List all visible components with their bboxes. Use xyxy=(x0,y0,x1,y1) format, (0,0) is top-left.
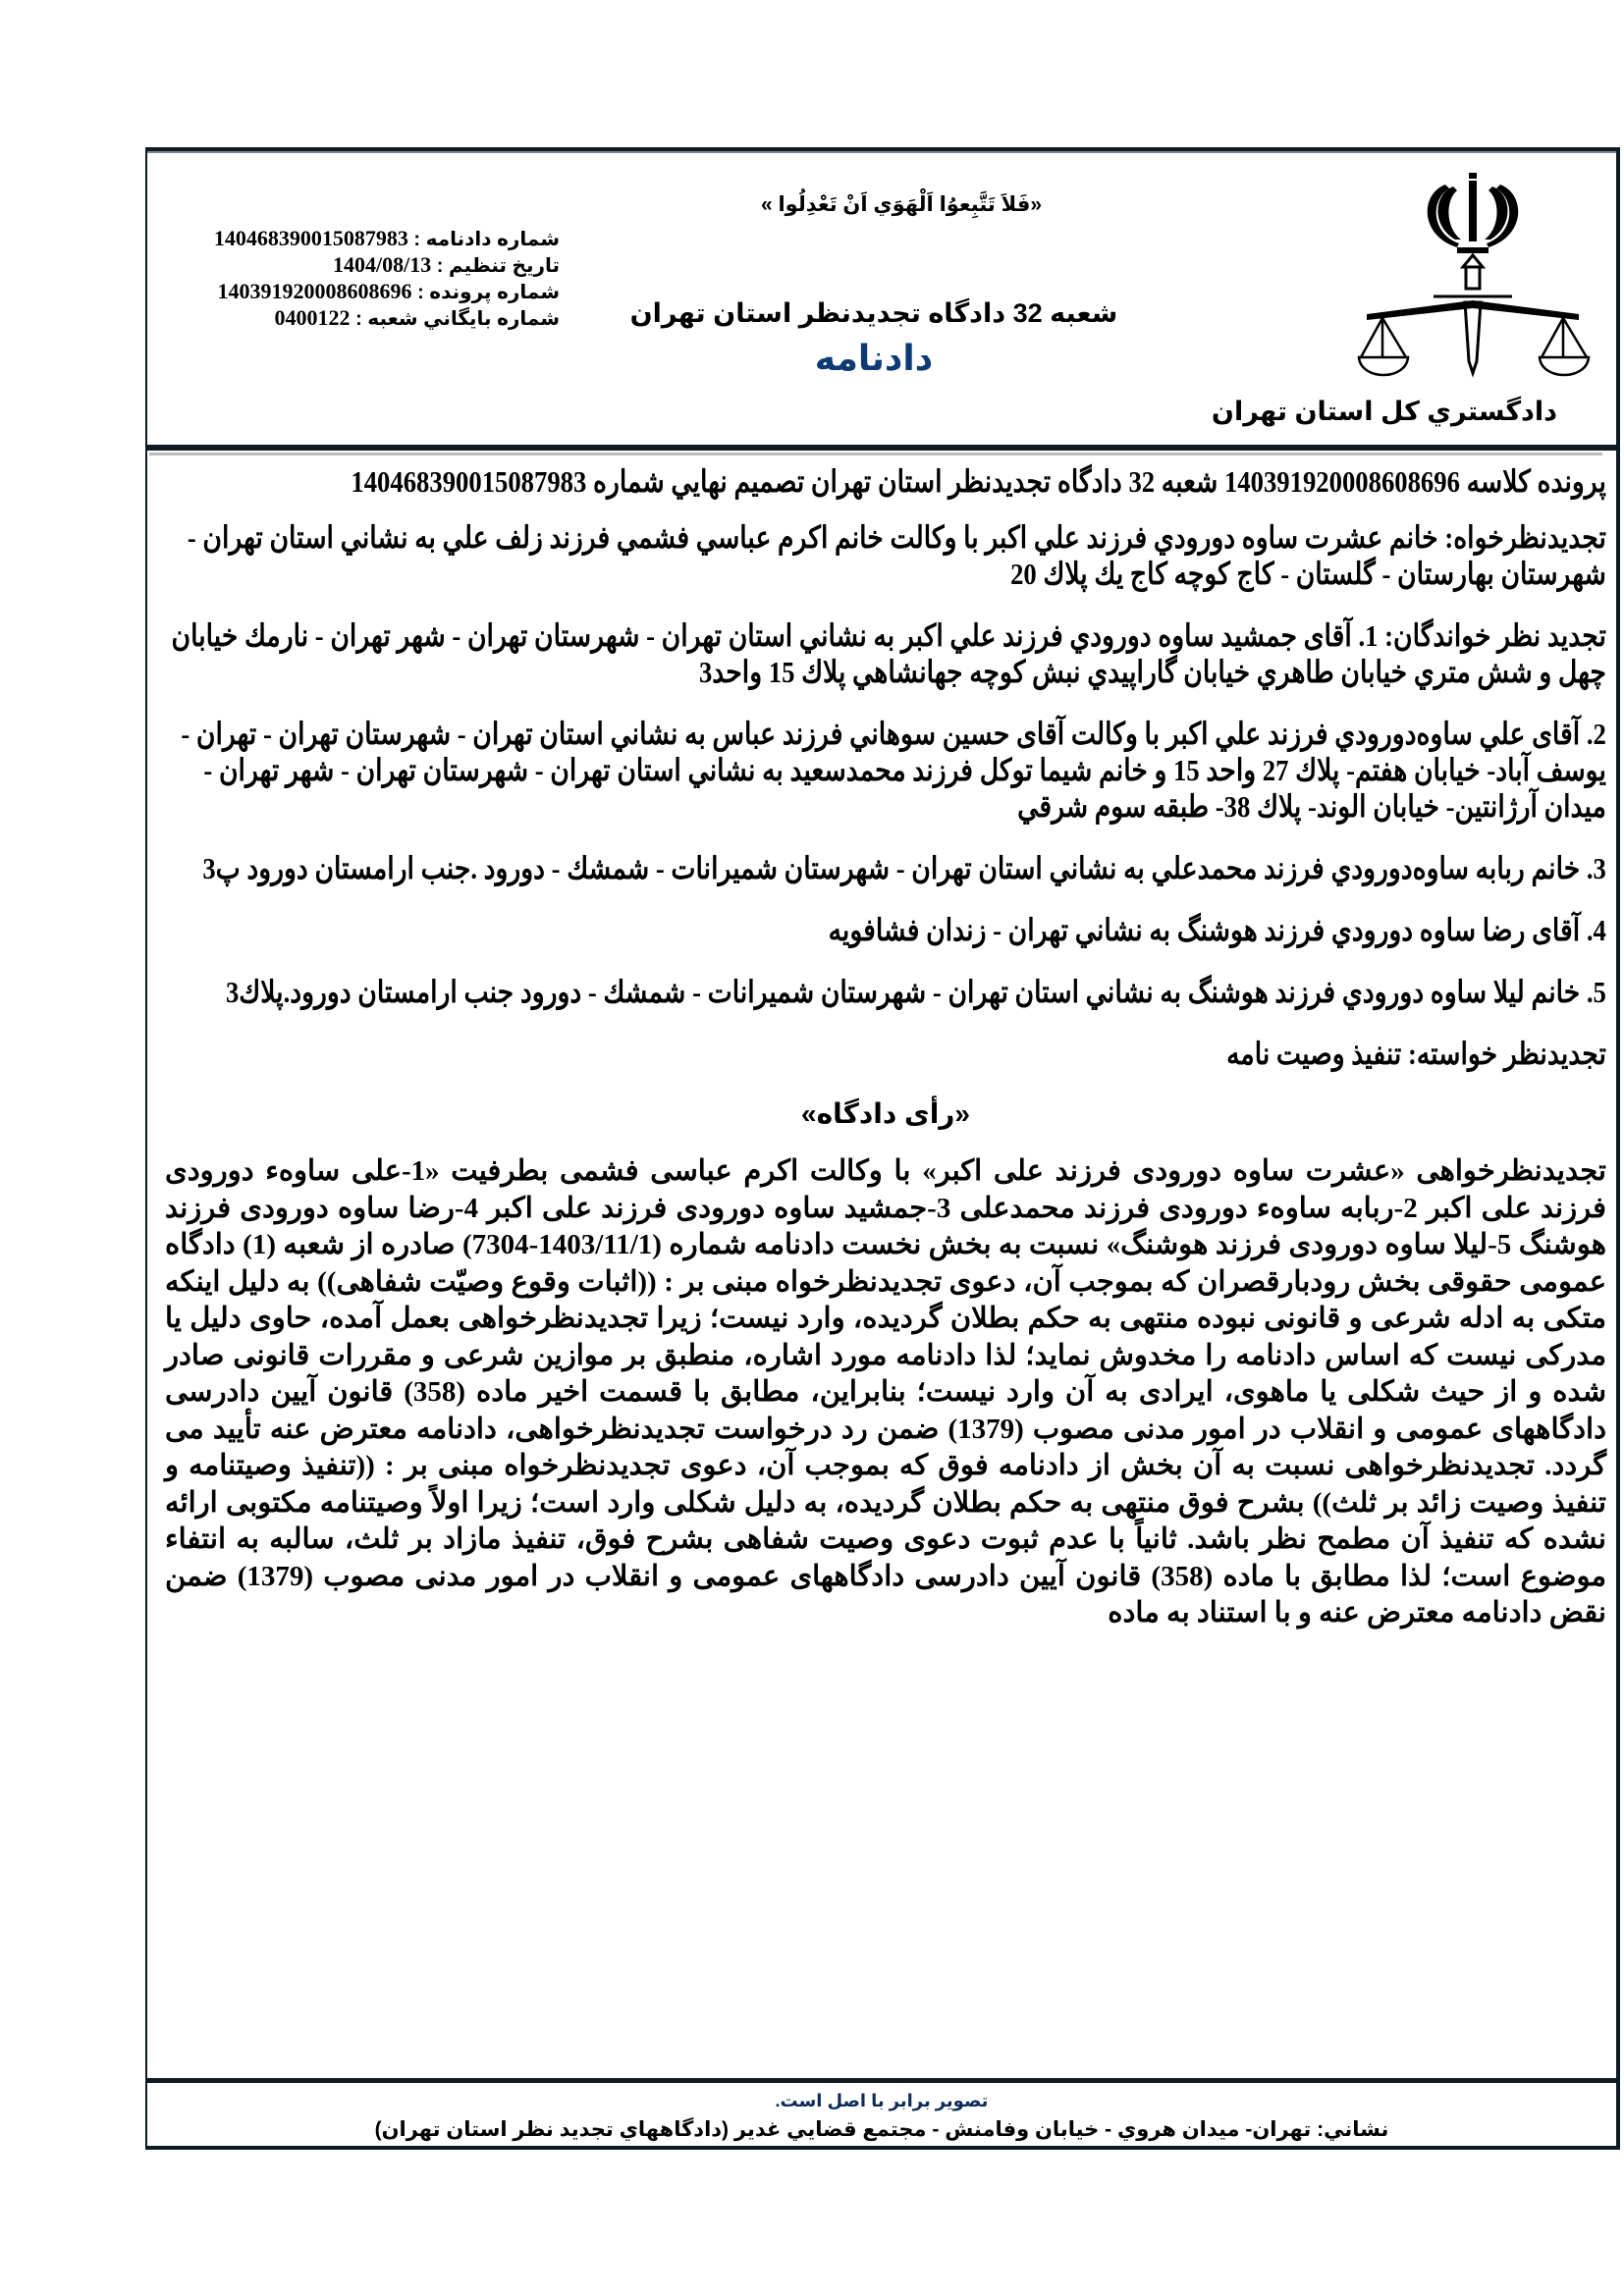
document-footer xyxy=(147,2085,1616,2142)
meta-label: شماره پرونده : xyxy=(417,282,560,303)
court-branch-title: شعبه 32 دادگاه تجديدنظر استان تهران xyxy=(629,298,1118,328)
meta-value: 140468390015087983 xyxy=(213,226,408,250)
ruling-heading: «رأی دادگاه» xyxy=(801,1098,970,1129)
case-reference: پرونده كلاسه 140391920008608696 شعبه 32 دادگاه تجديدنظر استان تهران تصميم نهايي شماره 140468390015087983 xyxy=(351,464,1606,499)
footer-divider xyxy=(147,2078,1616,2083)
meta-label: تاريخ تنظيم : xyxy=(436,255,560,277)
quran-verse: «فَلاَ تَتَّبِعوُا اَلْهَوَي اَنْ تَعْدِلُوا » xyxy=(760,193,1043,216)
meta-value: 1404/08/13 xyxy=(332,252,432,277)
ruling-text: تجدیدنظرخواهی «عشرت ساوه دورودی فرزند علی اکبر» با وکالت اکرم عباسی فشمی بطرفیت «1-علی ساوهء دورودی فرزند علی اکبر 2-ربابه ساوهء دورودی فرزند محمدعلی 3-جمشید ساوه دورودی فرزند علی اکبر 4-رضا ساوه دورودی فرزند هوشنگ 5-لیلا ساوه دورودی فرزند هوشنگ» نسبت به بخش نخست دادنامه شماره (1403/11/1-7304) صادره از شعبه (1) دادگاه عمومی حقوقی بخش رودبارقصران که بموجب آن، دعوی تجدیدنظرخواه مبنی بر : ((اثبات وقوع وصیّت شفاهی)) به دلیل اینکه متکی به ادله شرعی و قانونی نبوده منتهی به حکم بطلان گردیده، وارد نیست؛ زیرا تجدیدنظرخواهی بعمل آمده، حاوی دلیل یا مدرکی نیست که اساس دادنامه را مخدوش نماید؛ لذا دادنامه مورد اشاره، منطبق بر موازین شرعی و مقررات قانونی صادر شده و از حیث شکلی یا ماهوی، ایرادی به آن وارد نیست؛ بنابراین، مطابق با قسمت اخیر ماده (358) قانون آیین دادرسی دادگاههای عمومی و انقلاب در امور مدنی مصوب (1379) ضمن رد درخواست تجدیدنظرخواهی، دادنامه معترض عنه تأیید می گردد. تجدیدنظرخواهی نسبت به آن بخش از دادنامه فوق که بموجب آن، دعوی تجدیدنظرخواه مبنی بر : ((تنفیذ وصیتنامه و تنفیذ وصیت زائد بر ثلث)) بشرح فوق منتهی به حکم بطلان گردیده، به دلیل شکلی وارد است؛ زیرا اولاً وصیتنامه مکتوبی ارائه نشده که تنفیذ آن مطمح نظر باشد. ثانیاً با عدم ثبوت دعوی وصیت شفاهی بشرح فوق، تنفیذ مازاد بر ثلث، سالبه به انتفاء موضوع است؛ لذا مطابق با ماده (358) قانون آیین دادرسی دادگاههای عمومی و انقلاب در امور مدنی مصوب (1379) ضمن نقض دادنامه معترض عنه و با استناد به ماده xyxy=(165,1155,1607,1629)
court-address: نشاني: تهران- ميدان هروي - خيابان وفامنش - مجتمع قضايي غدير (دادگاههاي تجديد نظر استان تهران) xyxy=(374,2118,1389,2141)
meta-archive-number xyxy=(147,305,560,332)
organization-name: دادگستري كل استان تهران xyxy=(1211,397,1557,426)
meta-verdict-number xyxy=(147,226,560,252)
document-header xyxy=(147,151,1616,446)
meta-label: شماره دادنامه : xyxy=(413,229,560,250)
respondent-item: تجدید نظر خواندگان: 1. آقای جمشيد ساوه دورودي فرزند علي اكبر به نشاني استان تهران - شهرستان تهران - شهر تهران - نارمك خيابان چهل و شش متري خيابان طاهري خيابان گاراپيدي نبش كوچه جهانشاهي پلاك 15 واحد3 xyxy=(171,618,1606,689)
meta-value: 140391920008608696 xyxy=(217,279,412,303)
appeal-claim: تجدیدنظر خواسته: تنفيذ وصيت نامه xyxy=(1226,1037,1606,1071)
meta-label: شماره بايگاني شعبه : xyxy=(355,308,560,330)
respondent-item: 3. خانم ربابه ساوه‌دورودي فرزند محمدعلي به نشاني استان تهران - شهرستان شميرانات - شمشك - دورود .جنب ارامستان دورود پ3 xyxy=(202,851,1606,885)
header-divider-secondary xyxy=(149,453,1602,455)
header-divider xyxy=(147,445,1616,451)
appellant-info: تجدیدنظرخواه: خانم عشرت ساوه دورودي فرزند علي اكبر با وكالت خانم اكرم عباسي فشمي فرزند زلف علي به نشاني استان تهران - شهرستان بهارستان - گلستان - كاج كوچه كاج يك پلاك 20 xyxy=(187,520,1606,591)
document-body xyxy=(165,463,1606,1632)
certified-copy-note: تصوير برابر با اصل است. xyxy=(775,2091,989,2110)
meta-case-number xyxy=(147,279,560,305)
document-metadata xyxy=(147,226,560,332)
respondent-item: 5. خانم ليلا ساوه دورودي فرزند هوشنگ به نشاني استان تهران - شهرستان شميرانات - شمشك - دورود جنب ارامستان دورود.پلاك3 xyxy=(226,975,1606,1009)
meta-issue-date xyxy=(147,252,560,279)
document-title: دادنامه xyxy=(814,338,934,378)
respondent-item: 4. آقای رضا ساوه دورودي فرزند هوشنگ به نشاني تهران - زندان فشافويه xyxy=(828,913,1606,947)
meta-value: 0400122 xyxy=(274,305,351,330)
respondent-item: 2. آقای علي ساوه‌دورودي فرزند علي اكبر با وكالت آقای حسين سوهاني فرزند عباس به نشاني استان تهران - شهرستان تهران - تهران - يوسف آباد- خيابان هفتم- پلاك 27 واحد 15 و خانم شيما توكل فرزند محمدسعيد به نشاني استان تهران - شهرستان تهران - شهر تهران - ميدان آرژانتين- خيابان الوند- پلاك 38- طبقه سوم شرقي xyxy=(181,717,1606,824)
